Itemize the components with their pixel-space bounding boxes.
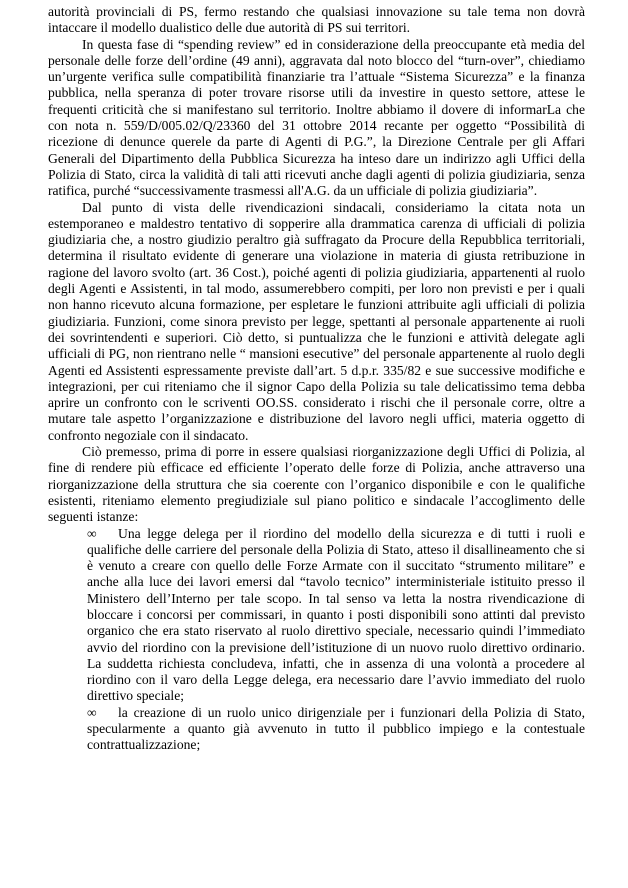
list-item	[87, 705, 585, 754]
paragraph-premise: Ciò premesso, prima di porre in essere qualsiasi riorganizzazione degli Uffici di Polizia, al fine di rendere più efficace ed efficiente l’operato delle forze di Polizia, anche attraverso una riorganizzazione della struttura che sia coerente con l’organico disponibile e con le qualifiche esistenti, riteniamo elemento pregiudiziale sul piano politico e sindacale l’accoglimento delle seguenti istanze:	[48, 444, 585, 525]
infinity-bullet-icon: ∞	[87, 704, 97, 720]
list-item-text: Una legge delega per il riordino del modello della sicurezza e di tutti i ruoli e qualifiche delle carriere del personale della Polizia di Stato, atteso il disallineamento che si è venuto a creare con quello delle Forze Armate con il succitato “strumento militare” e anche alla luce dei lavori emersi dal “tavolo tecnico” interministeriale istituito presso il Ministero dell’Interno per tale scopo. In tal senso va letta la nostra rivendicazione di bloccare i concorsi per commissari, in quanto i posti disponibili sono attinti dal previsto organico che era stato riservato al ruolo direttivo speciale, necessario quindi l’immediato avvio del riordino con la previsione dell’istituzione di un nuovo ruolo direttivo ordinario. La suddetta richiesta concludeva, infatti, che in assenza di una volontà a procedere al riordino con il varo della Legge delega, era necessario dare l’avvio immediato del ruolo direttivo speciale;	[87, 525, 585, 704]
infinity-bullet-icon: ∞	[87, 525, 97, 541]
demands-list	[48, 526, 585, 754]
paragraph-union-claims: Dal punto di vista delle rivendicazioni sindacali, consideriamo la citata nota un estemporaneo e maldestro tentativo di sopperire alla drammatica carenza di ufficiali di polizia giudiziaria che, a nostro giudizio peraltro già suffragato da Procure della Repubblica territoriali, determina il risultato evidente di generare una violazione in materia di giusta retribuzione in ragione del lavoro svolto (art. 36 Cost.), poiché agenti di polizia giudiziaria, appartenenti al ruolo degli Agenti e Assistenti, in tal modo, assumerebbero compiti, per loro non previsti e per i quali non hanno ricevuto alcuna formazione, per espletare le funzioni attribuite agli ufficiali di polizia giudiziaria. Funzioni, come sinora previsto per legge, spettanti al personale appartenente ai ruoli dei sovrintendenti e superiori. Ciò detto, si puntualizza che le funzioni e attività delegate agli ufficiali di PG, non rientrano nelle “ mansioni esecutive” del personale appartenente al ruolo degli Agenti ed Assistenti espressamente previste dall’art. 5 d.p.r. 335/82 e sue successive modifiche e integrazioni, per cui riteniamo che il signor Capo della Polizia su tale delicatissimo tema debba aprire un confronto con le scriventi OO.SS. considerato i rischi che il personale corre, oltre a mutare tale aspetto l’organizzazione e distribuzione del lavoro negli uffici, materia oggetto di confronto negoziale con il sindacato.	[48, 199, 585, 443]
list-item	[87, 526, 585, 705]
paragraph-spending-review: In questa fase di “spending review” ed in considerazione della preoccupante età media del personale delle forze dell’ordine (49 anni), aggravata dal noto blocco del “turn-over”, chiediamo un’urgente verifica sulle compatibilità finanziarie tra l’attuale “Sistema Sicurezza” e la finanza pubblica, nella speranza di poter trovare risorse utili da investire in questo settore, attese le frequenti criticità che si manifestano sul territorio. Inoltre abbiamo il dovere di informarLa che con nota n. 559/D/005.02/Q/23360 del 31 ottobre 2014 recante per oggetto “Possibilità di ricezione di denunce querele da parte di Agenti di P.G.”, la Direzione Centrale per gli Affari Generali del Dipartimento della Pubblica Sicurezza ha inteso dare un indirizzo agli Uffici della Polizia di Stato, circa la validità di tali atti ricevuti anche dagli agenti di polizia giudiziaria, senza ratifica, purché “successivamente trasmessi all'A.G. da un ufficiale di polizia giudiziaria”.	[48, 36, 585, 199]
list-item-text: la creazione di un ruolo unico dirigenziale per i funzionari della Polizia di Stato, specularmente a quanto già avvenuto in tutto il pubblico impiego e la contestuale contrattualizzazione;	[87, 704, 585, 753]
paragraph-continuation: autorità provinciali di PS, fermo restando che qualsiasi innovazione su tale tema non dovrà intaccare il modello dualistico delle due autorità di PS sui territori.	[48, 4, 585, 36]
